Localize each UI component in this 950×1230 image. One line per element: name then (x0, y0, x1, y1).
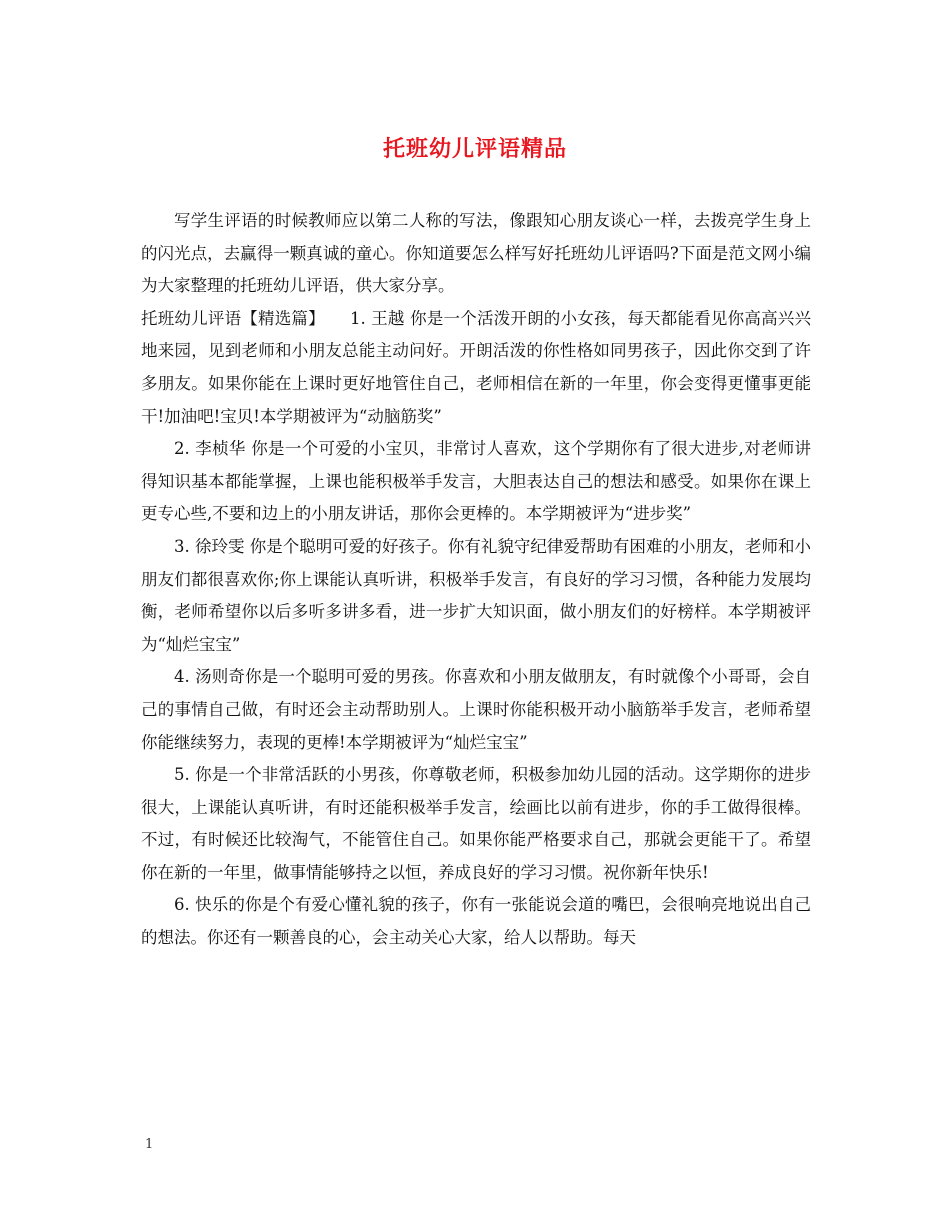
comment-paragraph-2: 2. 李桢华 你是一个可爱的小宝贝，非常讨人喜欢，这个学期你有了很大进步,对老师讲得知识基本都能掌握，上课也能积极举手发言，大胆表达自己的想法和感受。如果你在课上更专心些,不要和边上的小朋友讲话，那你会更棒的。本学期被评为“进步奖” (141, 439, 811, 524)
document-title: 托班幼儿评语精品 (382, 136, 567, 162)
page-number: 1 (145, 1137, 154, 1152)
comment-paragraph-6: 6. 快乐的你是个有爱心懂礼貌的孩子，你有一张能说会道的嘴巴，会很响亮地说出自己的想法。你还有一颗善良的心，会主动关心大家，给人以帮助。每天 (141, 895, 811, 948)
comment-paragraph-5: 5. 你是一个非常活跃的小男孩，你尊敬老师，积极参加幼儿园的活动。这学期你的进步很大，上课能认真听讲，有时还能积极举手发言，绘画比以前有进步，你的手工做得很棒。不过，有时候还比较淘气，不能管住自己。如果你能严格要求自己，那就会更能干了。希望你在新的一年里，做事情能够持之以恒，养成良好的学习习惯。祝你新年快乐! (141, 765, 811, 882)
document-body (141, 205, 811, 955)
intro-paragraph: 写学生评语的时候教师应以第二人称的写法，像跟知心朋友谈心一样，去拨亮学生身上的闪光点，去赢得一颗真诚的童心。你知道要怎么样写好托班幼儿评语吗?下面是范文网小编为大家整理的托班幼儿评语，供大家分享。 (141, 211, 811, 296)
section-heading-paragraph: 托班幼儿评语【精选篇】 1. 王越 你是一个活泼开朗的小女孩，每天都能看见你高高兴兴地来园，见到老师和小朋友总能主动问好。开朗活泼的你性格如同男孩子，因此你交到了许多朋友。如果你能在上课时更好地管住自己，老师相信在新的一年里，你会变得更懂事更能干!加油吧!宝贝!本学期被评为“动脑筋奖” (141, 308, 811, 426)
comment-paragraph-4: 4. 汤则奇你是一个聪明可爱的男孩。你喜欢和小朋友做朋友，有时就像个小哥哥，会自己的事情自己做，有时还会主动帮助别人。上课时你能积极开动小脑筋举手发言，老师希望你能继续努力，表现的更棒!本学期被评为“灿烂宝宝” (141, 667, 811, 752)
comment-paragraph-3: 3. 徐玲雯 你是个聪明可爱的好孩子。你有礼貌守纪律爱帮助有困难的小朋友，老师和小朋友们都很喜欢你;你上课能认真听讲，积极举手发言，有良好的学习习惯，各种能力发展均衡，老师希望你以后多听多讲多看，进一步扩大知识面，做小朋友们的好榜样。本学期被评为“灿烂宝宝” (141, 536, 811, 654)
